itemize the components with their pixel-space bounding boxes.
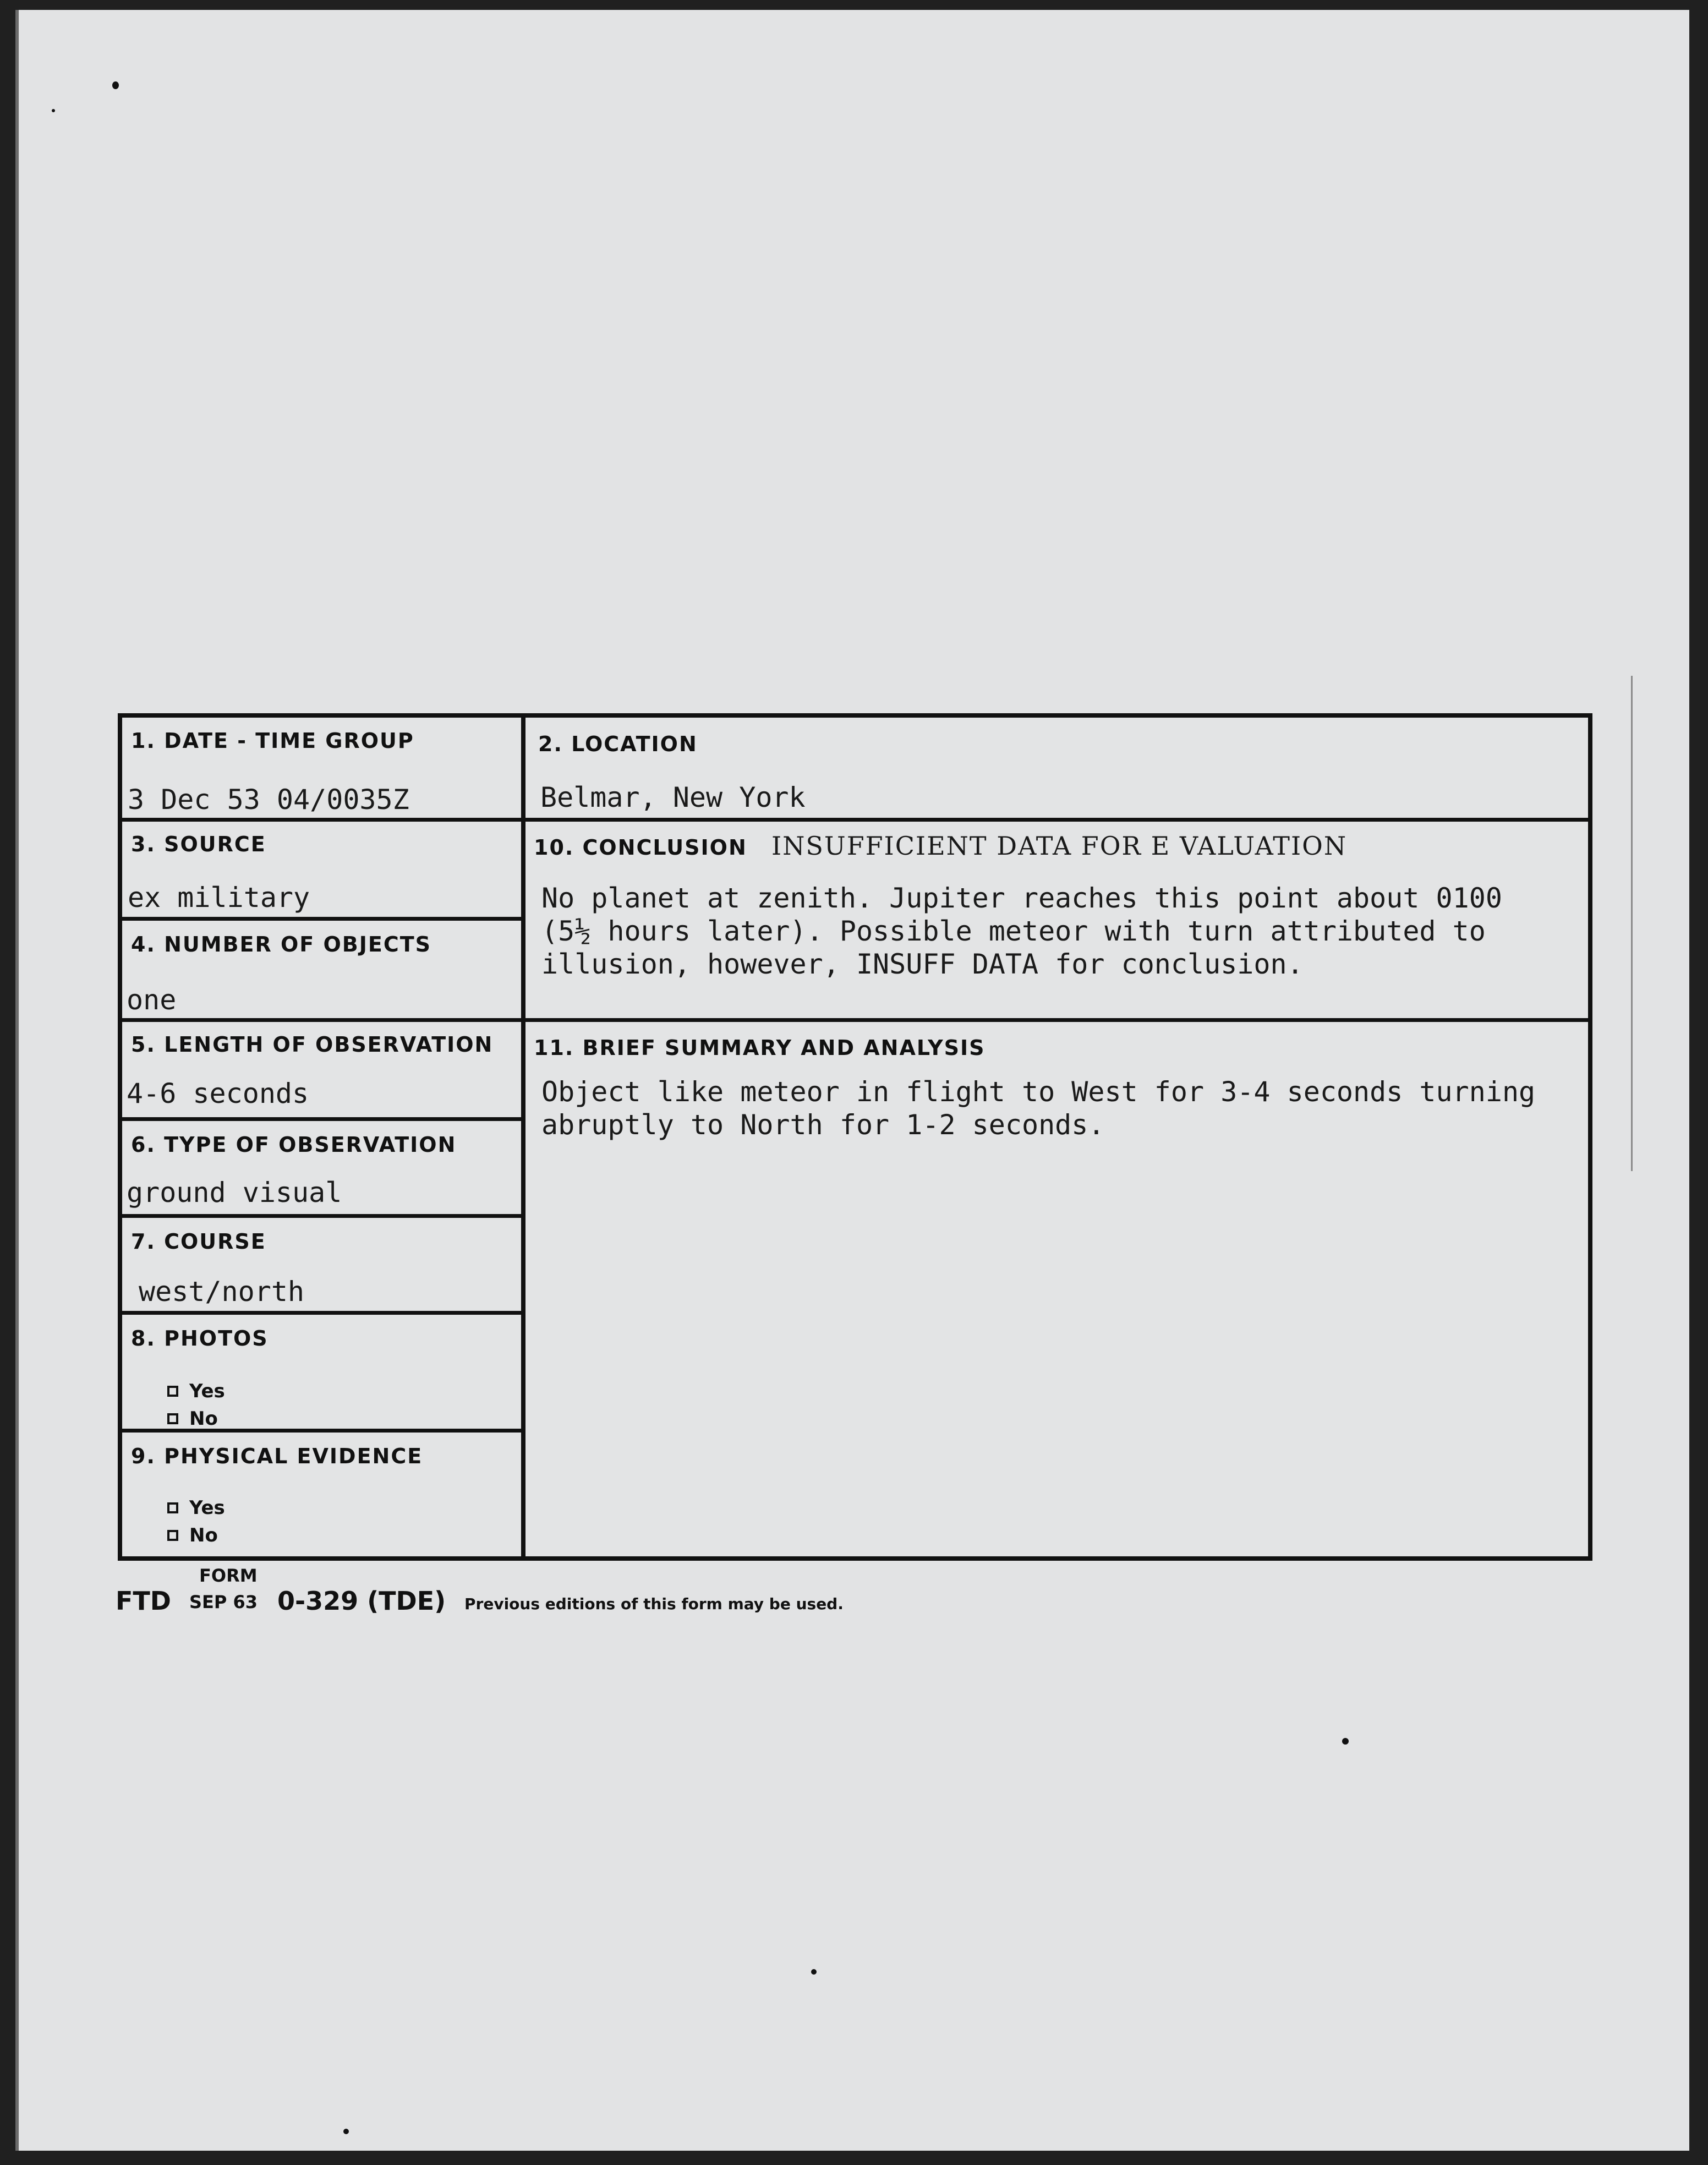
checkbox-icon[interactable] <box>167 1413 178 1424</box>
photos-no-option[interactable] <box>167 1408 218 1430</box>
type-of-observation-value: ground visual <box>127 1177 342 1209</box>
scan-edge-line <box>1631 676 1633 1171</box>
location-label: 2. LOCATION <box>538 732 698 756</box>
number-of-objects-label: 4. NUMBER OF OBJECTS <box>131 932 432 956</box>
source-value: ex military <box>128 882 310 914</box>
row-divider <box>122 917 523 921</box>
footer-form-number: 0-329 (TDE) <box>277 1586 446 1616</box>
document-page <box>15 10 1689 2151</box>
row-divider <box>122 1018 1588 1022</box>
scan-speck <box>343 2129 349 2134</box>
date-time-group-value: 3 Dec 53 04/0035Z <box>128 784 409 816</box>
brief-summary-label: 11. BRIEF SUMMARY AND ANALYSIS <box>534 1036 986 1060</box>
checkbox-icon[interactable] <box>167 1502 178 1513</box>
source-label: 3. SOURCE <box>131 832 266 856</box>
checkbox-icon[interactable] <box>167 1530 178 1541</box>
conclusion-text: No planet at zenith. Jupiter reaches this point about 0100 (5½ hours later). Possible meteor with turn attributed to illusion, however, INSUFF DATA for conclusion. <box>541 882 1502 980</box>
checkbox-icon[interactable] <box>167 1386 178 1397</box>
photos-yes-label: Yes <box>189 1380 225 1402</box>
brief-summary-text: Object like meteor in flight to West for 3-4 seconds turning abruptly to North for 1-2 seconds. <box>541 1076 1536 1141</box>
footer-ftd: FTD <box>116 1586 171 1616</box>
footer-form-word: FORM <box>199 1565 258 1586</box>
course-label: 7. COURSE <box>131 1229 266 1254</box>
photos-label: 8. PHOTOS <box>131 1326 269 1351</box>
length-of-observation-value: 4-6 seconds <box>127 1078 309 1109</box>
length-of-observation-label: 5. LENGTH OF OBSERVATION <box>131 1032 494 1057</box>
row-divider <box>122 1117 523 1121</box>
date-time-group-label: 1. DATE - TIME GROUP <box>131 729 414 753</box>
conclusion-title: INSUFFICIENT DATA FOR E VALUATION <box>771 831 1348 861</box>
row-divider <box>122 818 1588 822</box>
conclusion-label: 10. CONCLUSION <box>534 835 747 860</box>
scan-speck <box>52 109 55 112</box>
physical-evidence-yes-label: Yes <box>189 1497 225 1519</box>
footer-date-code: SEP 63 <box>189 1592 258 1612</box>
physical-evidence-no-label: No <box>189 1524 218 1546</box>
photos-yes-option[interactable] <box>167 1380 225 1402</box>
photos-no-label: No <box>189 1408 218 1430</box>
physical-evidence-no-option[interactable] <box>167 1524 218 1546</box>
footer-previous-editions-note: Previous editions of this form may be used. <box>464 1595 844 1613</box>
number-of-objects-value: one <box>127 984 177 1016</box>
scan-speck <box>811 1969 817 1975</box>
row-divider <box>122 1311 523 1315</box>
location-value: Belmar, New York <box>540 781 806 813</box>
physical-evidence-label: 9. PHYSICAL EVIDENCE <box>131 1444 423 1468</box>
type-of-observation-label: 6. TYPE OF OBSERVATION <box>131 1133 457 1157</box>
scan-speck <box>112 81 119 89</box>
row-divider <box>122 1214 523 1218</box>
scan-speck <box>1342 1738 1349 1745</box>
ufo-report-form <box>118 713 1592 1561</box>
physical-evidence-yes-option[interactable] <box>167 1497 225 1519</box>
course-value: west/north <box>139 1276 305 1308</box>
